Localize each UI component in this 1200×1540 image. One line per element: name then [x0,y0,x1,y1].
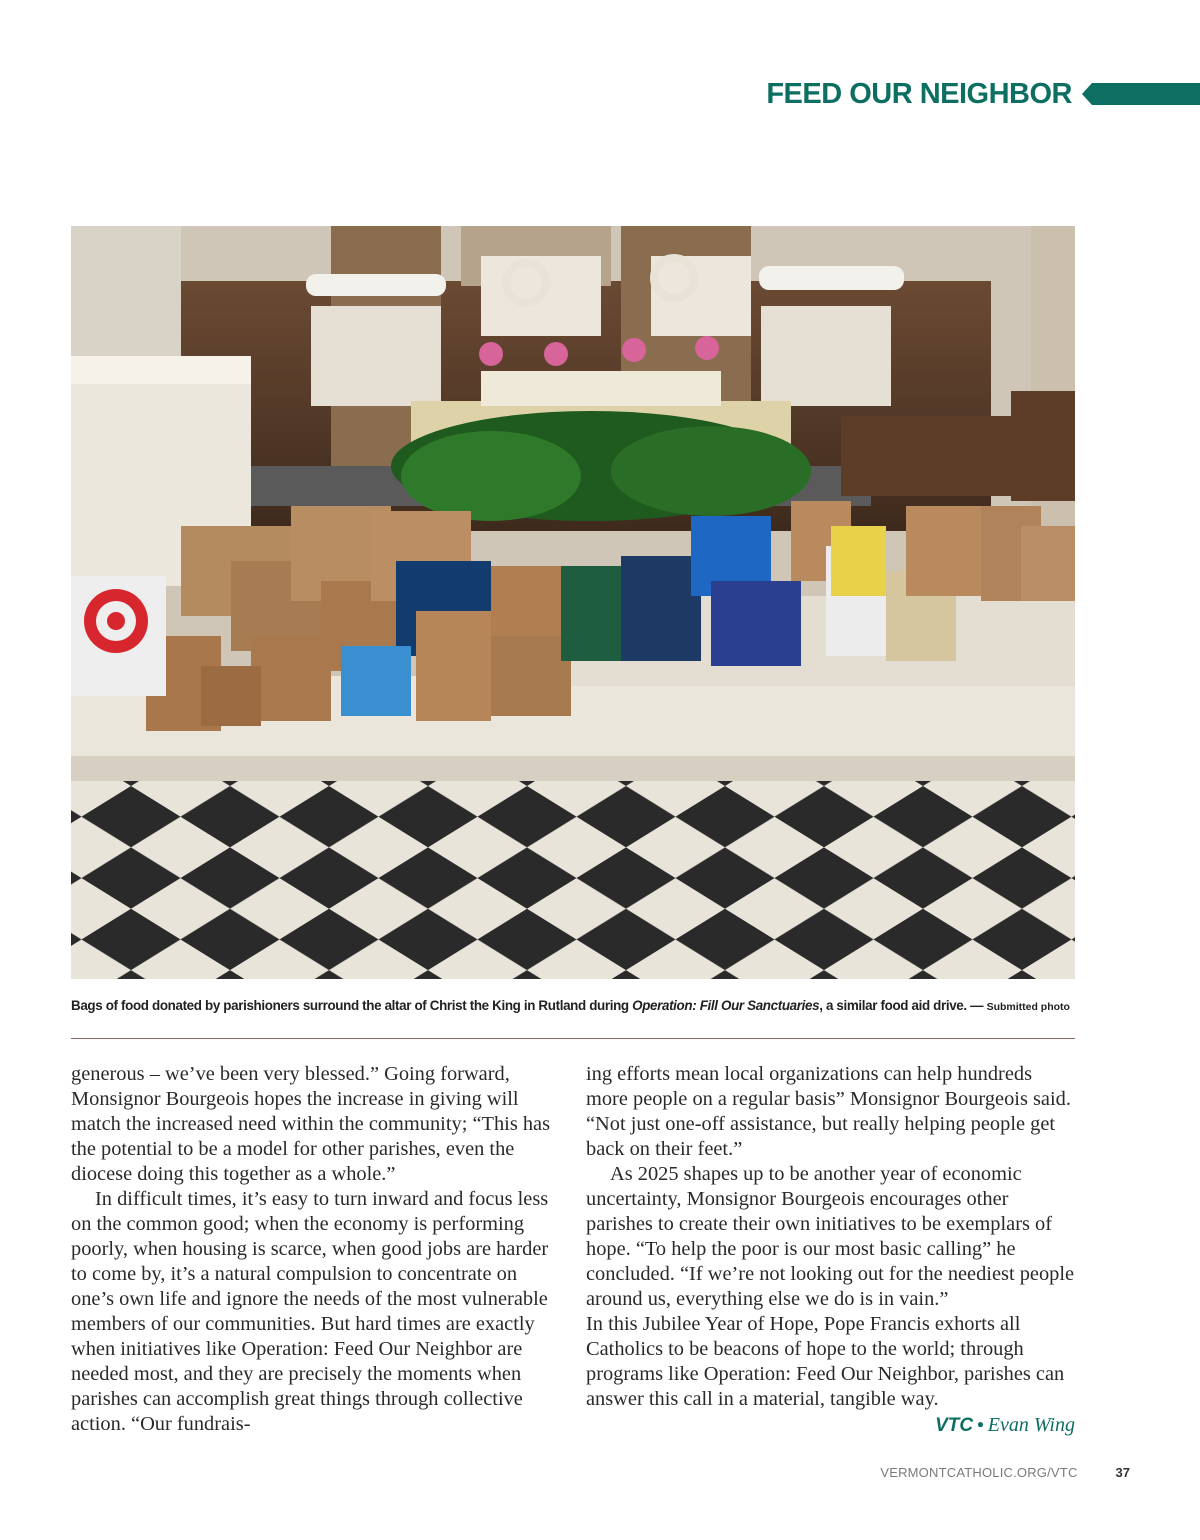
caption-drive-name: Operation: Fill Our Sanctuaries [632,998,820,1013]
article-paragraph: In difficult times, it’s easy to turn inward and focus less on the common good; when the economy is performing poorly, when housing is scarce, when good jobs are harder to come by, it’s a natural compulsion to concentrate on one’s own life and ignore the needs of the most vulnerable members of our communities. But hard times are exactly when initiatives like Operation: Feed Our Neighbor are needed most, and they are precisely the moments when parishes can accomplish great things through collective action. “Our fundrais- [71,1188,549,1435]
footer-url: VERMONTCATHOLIC.ORG/VTC [880,1465,1078,1480]
page-footer [880,1465,1130,1480]
article-column-left [71,1062,561,1437]
page-number: 37 [1115,1465,1130,1480]
photo-credit: Submitted photo [986,1001,1070,1013]
byline-separator: • [977,1415,984,1436]
article-column-right [586,1062,1076,1412]
byline-publication: VTC [935,1415,974,1436]
section-title: FEED OUR NEIGHBOR [766,77,1072,110]
article-photo [71,226,1075,979]
article-paragraph: ing efforts mean local organizations can help hundreds more people on a regular basis” Monsignor Bourgeois said. “Not just one-off assistance, but really helping people get back on their feet.” [586,1063,1071,1160]
caption-text-after: , a similar food aid drive. — [819,998,987,1013]
article-byline [820,1414,1075,1437]
byline-author: Evan Wing [987,1414,1075,1436]
article-paragraph: As 2025 shapes up to be another year of economic uncertainty, Monsignor Bourgeois encourages other parishes to create their own initiatives to be exemplars of hope. “To help the poor is our most basic calling” he concluded. “If we’re not looking out for the neediest people around us, everything else we do is in vain.” [586,1163,1075,1310]
section-header [766,74,1200,114]
photo-caption [71,998,1075,1013]
caption-divider [71,1038,1075,1039]
article-paragraph: generous – we’ve been very blessed.” Going forward, Monsignor Bourgeois hopes the increase in giving will match the increased need within the community; “This has the potential to be a model for other parishes, even the diocese doing this together as a whole.” [71,1063,551,1185]
article-paragraph: In this Jubilee Year of Hope, Pope Francis exhorts all Catholics to be beacons of hope to the world; through programs like Operation: Feed Our Neighbor, parishes can answer this call in a material, tangible way. [586,1313,1065,1410]
section-tab-marker [1082,83,1200,105]
caption-text: Bags of food donated by parishioners surround the altar of Christ the King in Rutland during [71,998,633,1013]
